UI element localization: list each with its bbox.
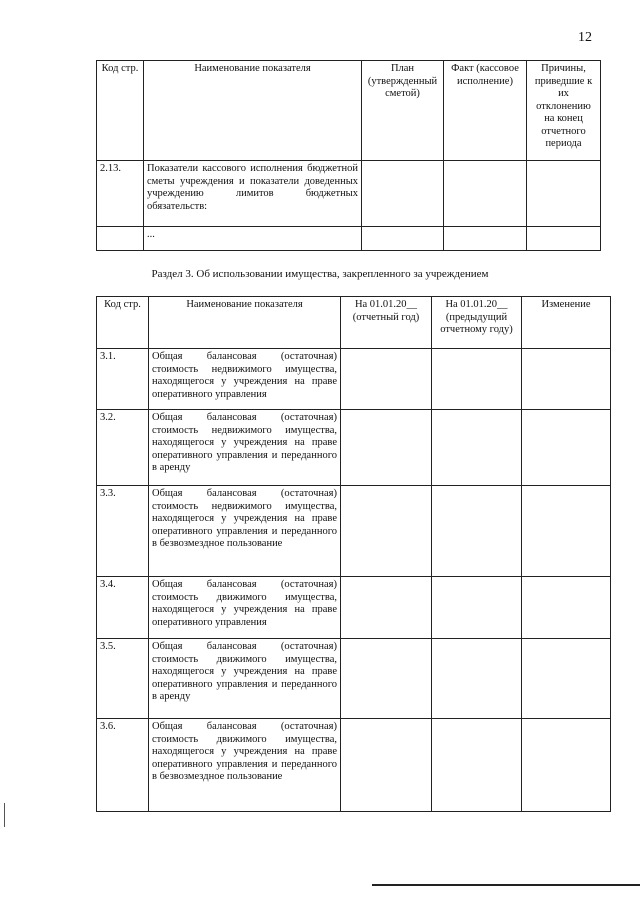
section-title: Раздел 3. Об использовании имущества, закрепленного за учреждением: [151, 268, 489, 280]
row-name: Общая балансовая (остаточная) стоимость движимого имущества, находящегося у учреждения на праве оперативного управления: [149, 577, 341, 639]
change-cell: [522, 349, 611, 410]
row-code: [97, 227, 144, 251]
table-row: [97, 639, 611, 719]
plan-cell: [362, 161, 444, 227]
current-year-cell: [341, 639, 432, 719]
execution-table: [96, 60, 601, 251]
current-year-cell: [341, 349, 432, 410]
page-number: 12: [578, 30, 592, 45]
row-name: Общая балансовая (остаточная) стоимость движимого имущества, находящегося у учреждения на праве оперативного управления и переданного в аренду: [149, 639, 341, 719]
row-name: Общая балансовая (остаточная) стоимость недвижимого имущества, находящегося у учреждения на праве оперативного управления и переданного в аренду: [149, 410, 341, 486]
col-header-code: Код стр.: [97, 61, 144, 161]
table-row: [97, 577, 611, 639]
col-header-previous-year: На 01.01.20__ (предыдущий отчетному году): [432, 297, 522, 349]
col-header-reasons: Причины, приведшие к их отклонению на конец отчетного периода: [527, 61, 601, 161]
change-cell: [522, 486, 611, 577]
col-header-name: Наименование показателя: [144, 61, 362, 161]
footer-rule: [372, 884, 640, 886]
table-header-row: [97, 61, 601, 161]
table-row: [97, 486, 611, 577]
row-code: 3.1.: [97, 349, 149, 410]
col-header-name: Наименование показателя: [149, 297, 341, 349]
col-header-plan: План (утвержденный сметой): [362, 61, 444, 161]
previous-year-cell: [432, 639, 522, 719]
col-header-code: Код стр.: [97, 297, 149, 349]
reasons-cell: [527, 227, 601, 251]
fact-cell: [444, 227, 527, 251]
row-code: 3.5.: [97, 639, 149, 719]
reasons-cell: [527, 161, 601, 227]
previous-year-cell: [432, 577, 522, 639]
col-header-fact: Факт (кассовое исполнение): [444, 61, 527, 161]
table-row: [97, 227, 601, 251]
previous-year-cell: [432, 349, 522, 410]
change-cell: [522, 719, 611, 812]
table-row: [97, 410, 611, 486]
scan-margin-mark: [4, 803, 5, 827]
table-row: [97, 161, 601, 227]
row-code: 2.13.: [97, 161, 144, 227]
current-year-cell: [341, 719, 432, 812]
row-name: Общая балансовая (остаточная) стоимость движимого имущества, находящегося у учреждения на праве оперативного управления и переданного в безвозмездное пользование: [149, 719, 341, 812]
row-name: Общая балансовая (остаточная) стоимость недвижимого имущества, находящегося у учреждения на праве оперативного управления и переданного в безвозмездное пользование: [149, 486, 341, 577]
fact-cell: [444, 161, 527, 227]
previous-year-cell: [432, 410, 522, 486]
property-table: [96, 296, 611, 812]
current-year-cell: [341, 410, 432, 486]
table-header-row: [97, 297, 611, 349]
change-cell: [522, 639, 611, 719]
previous-year-cell: [432, 719, 522, 812]
previous-year-cell: [432, 486, 522, 577]
row-code: 3.2.: [97, 410, 149, 486]
change-cell: [522, 410, 611, 486]
row-name: Показатели кассового исполнения бюджетной сметы учреждения и показатели доведенных учреждению лимитов бюджетных обязательств:: [144, 161, 362, 227]
change-cell: [522, 577, 611, 639]
row-code: 3.6.: [97, 719, 149, 812]
row-name: ...: [144, 227, 362, 251]
col-header-current-year: На 01.01.20__ (отчетный год): [341, 297, 432, 349]
table-row: [97, 719, 611, 812]
table-row: [97, 349, 611, 410]
row-name: Общая балансовая (остаточная) стоимость недвижимого имущества, находящегося у учреждения на праве оперативного управления: [149, 349, 341, 410]
plan-cell: [362, 227, 444, 251]
row-code: 3.4.: [97, 577, 149, 639]
col-header-change: Изменение: [522, 297, 611, 349]
current-year-cell: [341, 577, 432, 639]
current-year-cell: [341, 486, 432, 577]
row-code: 3.3.: [97, 486, 149, 577]
